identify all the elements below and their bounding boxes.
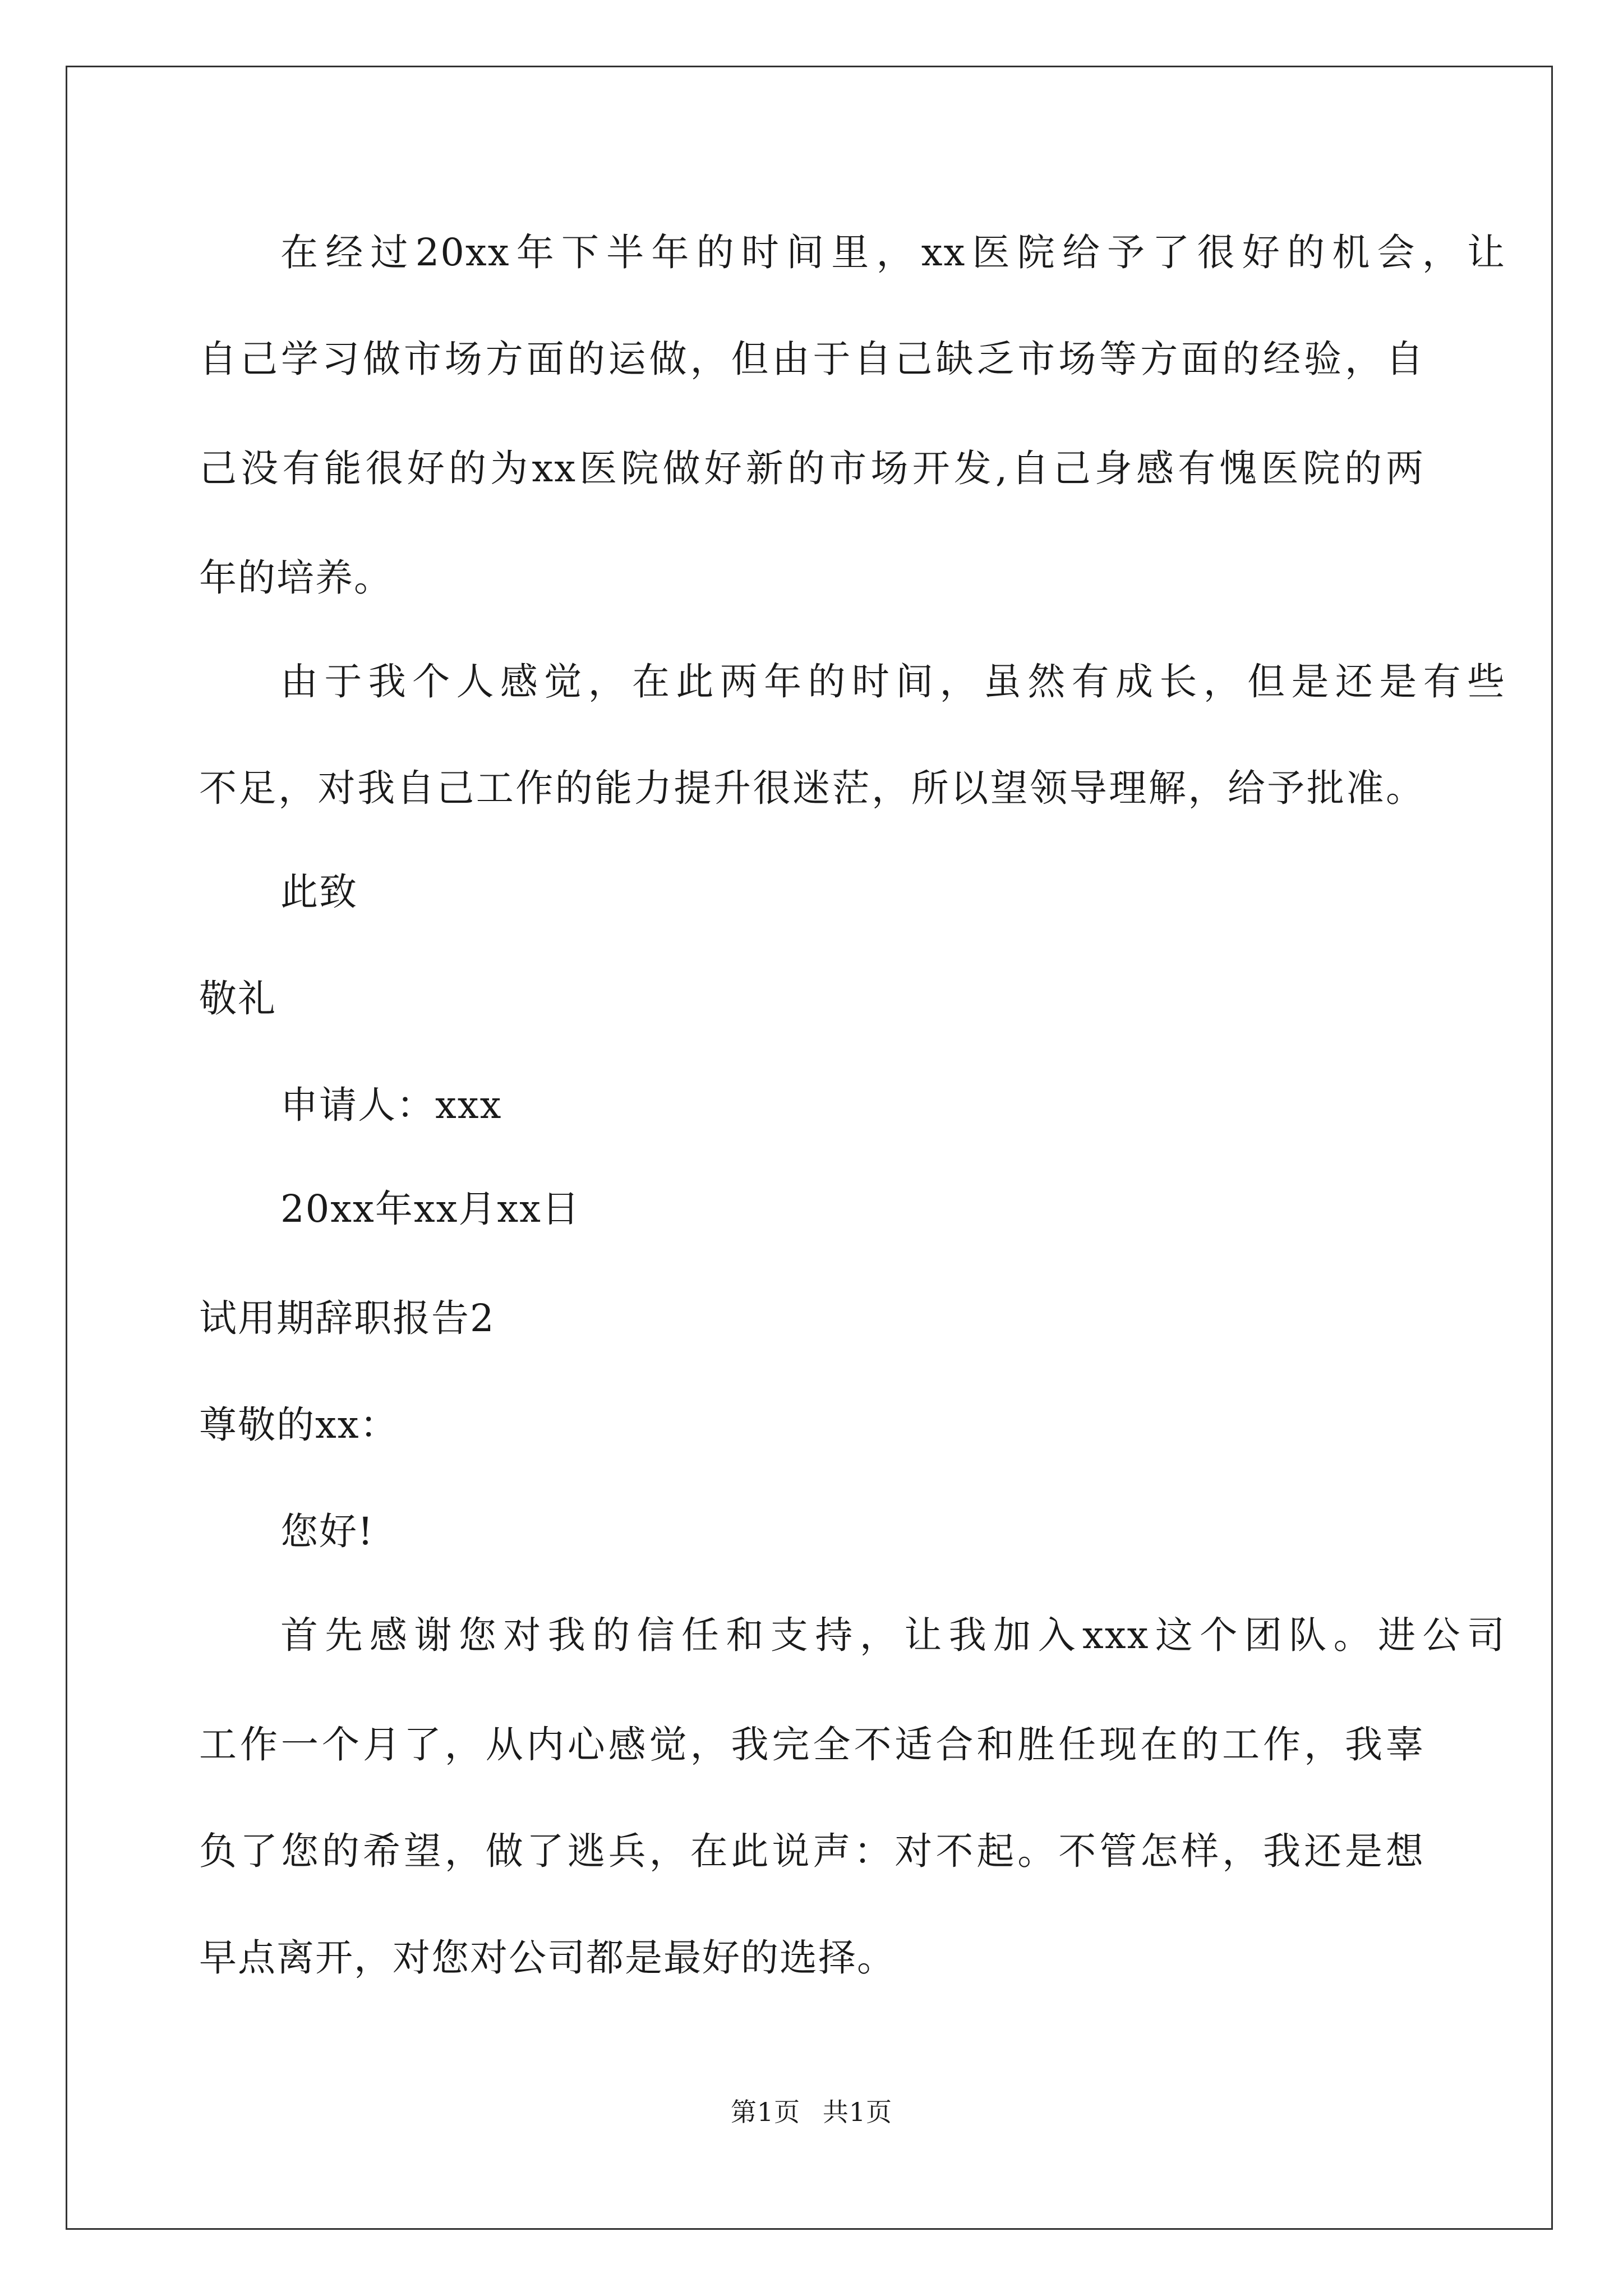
greeting: 您好! <box>280 1510 374 1553</box>
paragraph-3-line-1: 首先感谢您对我的信任和支持，让我加入xxx这个团队。进公司 <box>280 1613 1506 1657</box>
paragraph-2-line-1: 由于我个人感觉，在此两年的时间，虽然有成长，但是还是有些 <box>280 660 1506 703</box>
paragraph-3-line-4: 早点离开，对您对公司都是最好的选择。 <box>199 1936 896 1980</box>
paragraph-1-line-4: 年的培养。 <box>199 556 393 600</box>
closing-cizhi: 此致 <box>280 870 358 914</box>
applicant-line: 申请人：xxx <box>280 1083 502 1127</box>
paragraph-3-line-2: 工作一个月了，从内心感觉，我完全不适合和胜任现在的工作，我辜 <box>199 1723 1424 1766</box>
paragraph-3-line-3: 负了您的希望，做了逃兵，在此说声：对不起。不管怎样，我还是想 <box>199 1829 1424 1873</box>
page-number: 第1页 <box>730 2097 801 2127</box>
page-footer <box>0 2095 1623 2129</box>
paragraph-2-line-2: 不足，对我自己工作的能力提升很迷茫，所以望领导理解，给予批准。 <box>199 766 1424 810</box>
date-line: 20xx年xx月xx日 <box>280 1187 580 1231</box>
closing-jingli: 敬礼 <box>199 977 276 1020</box>
paragraph-1-line-3: 己没有能很好的为xx医院做好新的市场开发,自己身感有愧医院的两 <box>199 447 1424 490</box>
page-total: 共1页 <box>822 2097 893 2127</box>
section-title: 试用期辞职报告2 <box>199 1296 495 1340</box>
paragraph-1-line-2: 自己学习做市场方面的运做，但由于自己缺乏市场等方面的经验，自 <box>199 337 1424 381</box>
paragraph-1-line-1: 在经过20xx年下半年的时间里，xx医院给予了很好的机会，让 <box>280 231 1506 274</box>
page-border <box>66 66 1553 2230</box>
salutation: 尊敬的xx： <box>199 1403 399 1447</box>
